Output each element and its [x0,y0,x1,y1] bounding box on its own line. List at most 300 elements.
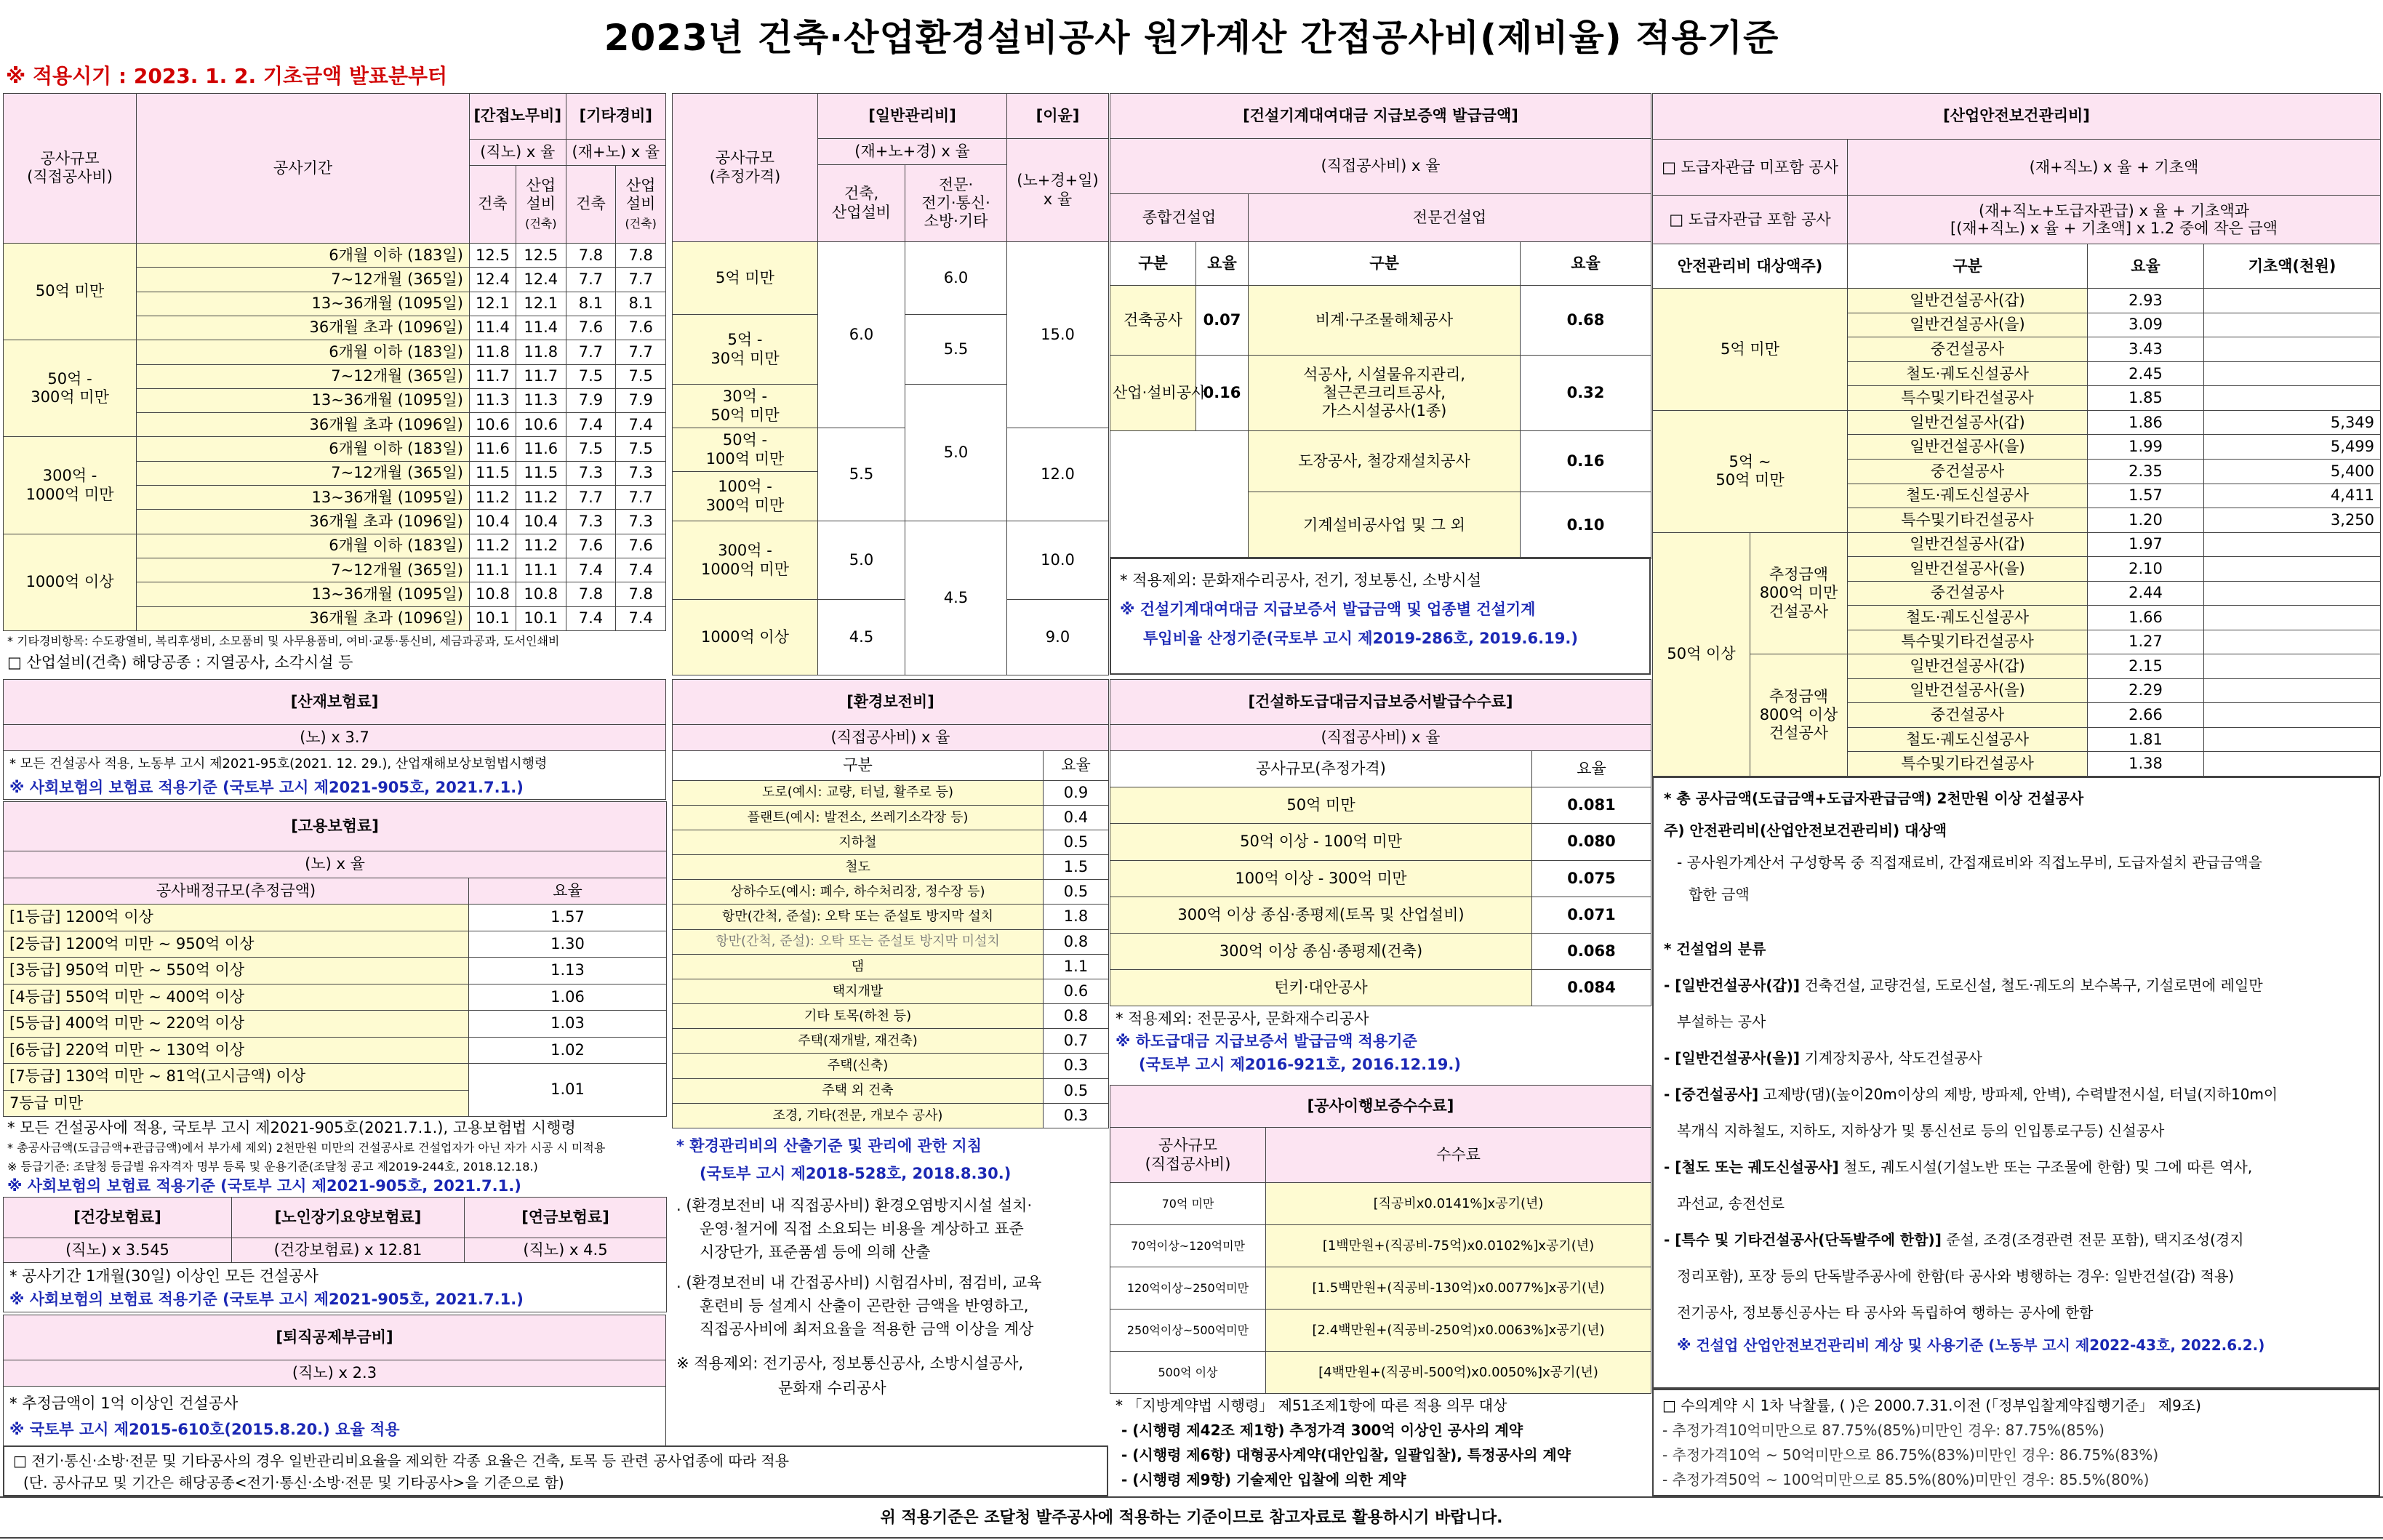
award-box [1652,1389,2380,1496]
guar-scale: 250억이상~500억미만 [1110,1310,1266,1352]
emp-n1: * 모든 건설공사에 적용, 국토부 고시 제2021-905호(2021.7.1.), 고용보험법 시행령 [7,1119,576,1136]
labor-rate: 7.5 [616,364,666,388]
sc-head: [건설하도급대금지급보증서발급수수료] [1110,680,1651,725]
labor-rate: 7.7 [566,340,616,364]
m-h1: 요율 [1196,242,1249,286]
labor-rate: 12.4 [469,268,516,292]
h-plant-sub: (건축) [625,216,657,230]
labor-rate: 7.8 [566,243,616,267]
award-l4: - 추정가격50억 ~ 100억미만으로 85.5%(80%)미만인 경우: 85.5%(80%) [1662,1471,2150,1488]
g-h-scale: 공사규모 (추정가격) [673,94,818,242]
subcon-scale: 300억 이상 종심·종평제(토목 및 산업설비) [1110,897,1532,933]
table-row [4,340,666,364]
env-n7: 훈련비 등 설계시 산출이 곤란한 금액을 반영하고, [700,1297,1029,1315]
s-head: [산업안전보건관리비] [1653,94,2381,140]
labor-period: 36개월 초과 (1096일) [137,413,470,437]
guar-box [1110,1085,1651,1393]
m-s3-rate: 0.10 [1521,492,1651,559]
h-notes [4,1263,667,1312]
env-type: 항만(간척, 준설): 오탁 또는 준설토 방지막 미설치 [673,929,1044,954]
g-h-profit-f: (노+경+일) x 율 [1007,139,1109,242]
gu-n2: - (시행령 제42조 제1항) 추정가격 300억 이상인 공사의 계약 [1121,1421,1523,1439]
safety-type: 특수및기타건설공사 [1848,508,2088,533]
acc-formula: (노) x 3.7 [4,725,666,751]
safety-scale: 5억 미만 [1653,289,1848,411]
h-f3: (직노) x 4.5 [465,1238,667,1263]
s-r1b: (재+직노) x 율 + 기초액 [1848,140,2381,196]
h-f2: (건강보험료) x 12.81 [232,1238,465,1263]
env-type: 주택(재개발, 재건축) [673,1029,1044,1054]
safety-type: 일반건설공사(갑) [1848,410,2088,435]
g-scale-3: 50억 - 100억 미만 [673,428,818,472]
env-notes [672,1128,1108,1445]
safety-rate: 1.20 [2088,508,2204,533]
m-s2-rate: 0.16 [1521,431,1651,492]
table-row [4,437,666,461]
env-type: 상하수도(예시: 폐수, 하수처리장, 정수장 등) [673,880,1044,905]
table-row [4,534,666,558]
env-type: 철도 [673,855,1044,880]
subcon-rate: 0.075 [1532,860,1651,897]
h-plant-1 [516,165,566,243]
safety-type: 특수및기타건설공사 [1848,630,2088,654]
table-row [4,931,667,957]
labor-rate: 7.5 [616,437,666,461]
ret-formula: (직노) x 2.3 [4,1360,666,1387]
table-row [1110,969,1651,1006]
safety-base: 5,400 [2204,460,2381,484]
ret-notes [4,1387,666,1446]
safety-type: 철도·궤도신설공사 [1848,727,2088,752]
env-rate: 1.8 [1044,905,1109,929]
g-c1-2: 5.0 [818,521,905,600]
m-s1-name: 석공사, 시설물유지관리, 철근콘크리트공사, 가스시설공사(1종) [1249,356,1521,431]
env-type: 지하철 [673,830,1044,854]
env-n6: . (환경보전비 내 간접공사비) 시험검사비, 점검비, 교육 [676,1274,1042,1291]
env-rate: 0.5 [1044,1078,1109,1103]
labor-rate: 11.3 [516,388,566,412]
safety-type: 일반건설공사(갑) [1848,532,2088,557]
s-c3 [1664,1076,2368,1112]
employ-grade: [4등급] 550억 미만 ~ 400억 이상 [4,984,469,1010]
safety-subscale: 추정금액 800억 미만 건설공사 [1750,532,1848,654]
env-type: 조경, 기타(전문, 개보수 공사) [673,1103,1044,1128]
safety-rate: 1.57 [2088,484,2204,508]
guar-scale: 70억이상~120억미만 [1110,1225,1266,1267]
page-title: 2023년 건축·산업환경설비공사 원가계산 간접공사비(제비율) 적용기준 [604,17,1779,59]
subcon-rate: 0.071 [1532,897,1651,933]
m-empty [1110,431,1249,559]
safety-rate: 2.93 [2088,289,2204,313]
safety-rate: 1.38 [2088,752,2204,777]
g-scale-0: 5억 미만 [673,242,818,315]
env-h2: 요율 [1044,751,1109,780]
safety-type: 일반건설공사(을) [1848,678,2088,703]
h-other: [기타경비] [566,94,665,140]
g-scale-2: 30억 - 50억 미만 [673,385,818,428]
m-s0-rate: 0.68 [1521,286,1651,356]
guar-fee: [2.4백만원+(직공비-250억)x0.0063%]x공기(년) [1266,1310,1651,1352]
safety-type: 중건설공사 [1848,581,2088,606]
labor-rate: 7.4 [616,558,666,582]
env-rate: 0.8 [1044,1004,1109,1029]
safety-rate: 3.09 [2088,313,2204,337]
award-l1: □ 수의계약 시 1차 낙찰률, ( )은 2000.7.31.이전 (「정부입찰계약집행기준」 제9조) [1662,1397,2201,1414]
m-note3: 투입비율 산정기준(국토부 고시 제2019-286호, 2019.6.19.) [1143,630,1578,647]
table-row [1110,897,1651,933]
m-note2: ※ 건설기계대여대금 지급보증서 발급금액 및 업종별 건설기계 [1120,601,1536,618]
labor-scale: 300억 - 1000억 미만 [4,437,137,534]
labor-rate: 12.5 [516,243,566,267]
m-h0: 구분 [1110,242,1196,286]
labor-rate: 11.2 [469,486,516,510]
env-rate: 0.7 [1044,1029,1109,1054]
emp-n4: ※ 사회보험의 보험료 적용기준 (국토부 고시 제2021-905호, 2021.7.1.) [7,1177,521,1195]
g-scale-4: 100억 - 300억 미만 [673,472,818,521]
emp-n2: * 총공사금액(도급금액+관급금액)에서 부가세 제외) 2천만원 미만의 건설공사로 건설업자가 아닌 자가 시공 시 미적용 [7,1141,606,1155]
subcon-box [1110,679,1651,1006]
s-c1c: 부설하는 공사 [1677,1013,1766,1030]
subcon-rate: 0.084 [1532,969,1651,1006]
labor-rate: 7.6 [616,534,666,558]
labor-rate: 7.4 [616,413,666,437]
m-spec: 전문건설업 [1249,194,1651,242]
labor-rate: 11.2 [469,534,516,558]
safety-base [2204,654,2381,679]
s-c5d: 전기공사, 정보통신공사는 타 공사와 독립하여 행하는 공사에 한함 [1677,1304,2094,1321]
env-rate: 0.6 [1044,979,1109,1003]
env-type: 주택(신축) [673,1054,1044,1078]
table-row [1110,824,1651,860]
subcon-scale: 300억 이상 종심·종평제(건축) [1110,933,1532,969]
safety-rate: 1.99 [2088,435,2204,460]
labor-period: 13~36개월 (1095일) [137,582,470,606]
safety-rate: 2.35 [2088,460,2204,484]
m-note1: * 적용제외: 문화재수리공사, 전기, 정보통신, 소방시설 [1120,572,1481,589]
h-plant-2 [616,165,666,243]
env-n1: * 환경관리비의 산출기준 및 관리에 관한 지침 [676,1137,982,1155]
env-h1: 구분 [673,751,1044,780]
table-row [673,979,1109,1003]
labor-rate: 12.1 [469,292,516,316]
labor-period: 36개월 초과 (1096일) [137,316,470,340]
safety-scale: 5억 ~ 50억 미만 [1653,410,1848,532]
m-h3: 요율 [1521,242,1651,286]
acc-head: [산재보험료] [4,680,666,725]
s-c3a: - [중건설공사] [1664,1086,1759,1103]
env-type: 도로(예시: 교량, 터널, 활주로 등) [673,780,1044,805]
table-row [4,958,667,984]
labor-period: 6개월 이하 (183일) [137,243,470,267]
labor-period: 6개월 이하 (183일) [137,340,470,364]
labor-period: 36개월 초과 (1096일) [137,510,470,534]
h-plant-sub: (건축) [525,216,557,230]
table-row [673,1054,1109,1078]
g-h-gm-f: (재+노+경) x 율 [818,139,1007,165]
emp-h1: 공사배정규모(추정금액) [4,878,469,904]
table-row [673,1029,1109,1054]
safety-type: 일반건설공사(을) [1848,435,2088,460]
labor-rate: 11.2 [516,486,566,510]
safety-type: 특수및기타건설공사 [1848,752,2088,777]
sc-h2: 요율 [1532,751,1651,787]
table-row [4,984,667,1010]
g-c2-1: 5.5 [905,315,1007,385]
gu-n4: - (시행령 제9항) 기술제안 입찰에 의한 계약 [1121,1471,1406,1488]
s-h3: 기초액(천원) [2204,244,2381,289]
labor-rate: 11.4 [516,316,566,340]
env-rate: 0.3 [1044,1054,1109,1078]
labor-rate: 11.1 [516,558,566,582]
labor-rate: 7.6 [566,534,616,558]
labor-rate: 7.3 [566,461,616,485]
emp-r7b: 7등급 미만 [4,1090,469,1116]
guar-scale: 120억이상~250억미만 [1110,1267,1266,1310]
labor-rate: 12.4 [516,268,566,292]
labor-rate: 11.7 [469,364,516,388]
employ-box [3,801,666,1117]
h-h3: [연금보험료] [465,1198,667,1238]
safety-rate: 2.45 [2088,361,2204,386]
labor-rate: 10.8 [516,582,566,606]
health-box [3,1197,666,1312]
env-type: 택지개발 [673,979,1044,1003]
safety-rate: 1.97 [2088,532,2204,557]
table-row [1110,1352,1651,1394]
labor-rate: 12.5 [469,243,516,267]
s-c3c: 복개식 지하철도, 지하도, 지하상가 및 통신선로 등의 인입통로구등) 신설공사 [1677,1122,2165,1139]
table-row [4,905,667,931]
guar-scale: 70억 미만 [1110,1183,1266,1225]
employ-notes [3,1117,666,1194]
employ-grade: [2등급] 1200억 미만 ~ 950억 이상 [4,931,469,957]
env-rate: 0.4 [1044,805,1109,830]
safety-rate: 1.85 [2088,386,2204,411]
s-c2b: 기계장치공사, 삭도건설공사 [1800,1049,1982,1067]
labor-rate: 12.1 [516,292,566,316]
env-rate: 1.5 [1044,855,1109,880]
g-h-profit: [이윤] [1007,94,1109,139]
subcon-rate: 0.080 [1532,824,1651,860]
machine-table [1110,93,1651,558]
employ-rate: 1.03 [469,1011,667,1037]
acc-notes [4,751,666,800]
h-arch-2: 건축 [566,165,616,243]
labor-rate: 7.3 [616,510,666,534]
employ-rate: 1.06 [469,984,667,1010]
env-n9: ※ 적용제외: 전기공사, 정보통신공사, 소방시설공사, [676,1355,1024,1372]
s-r1a: □ 도급자관급 미포함 공사 [1653,140,1848,196]
guar-notes [1110,1393,1651,1496]
labor-rate: 10.6 [516,413,566,437]
env-n5: 시장단가, 표준품셈 등에 의해 산출 [700,1243,931,1261]
s-n2: 주) 안전관리비(산업안전보건관리비) 대상액 [1664,822,1947,839]
safety-type: 특수및기타건설공사 [1848,386,2088,411]
sc-n1: * 적용제외: 전문공사, 문화재수리공사 [1116,1010,1369,1027]
s-c5c: 정리포함), 포장 등의 단독발주공사에 한함(타 공사와 병행하는 경우: 일반건설(갑) 적용) [1677,1267,2235,1285]
sc-h1: 공사규모(추정가격) [1110,751,1532,787]
g-profit-3: 9.0 [1007,600,1109,675]
s-cls: * 건설업의 분류 [1664,940,1766,958]
safety-base [2204,752,2381,777]
safety-type: 일반건설공사(을) [1848,313,2088,337]
award-l3: - 추정가격10억 ~ 50억미만으로 86.75%(83%)미만인 경우: 86.75%(83%) [1662,1446,2159,1464]
accident-box [3,679,666,798]
s-r2a: □ 도급자관급 포함 공사 [1653,196,1848,244]
guar-fee: [1백만원+(직공비-75억)x0.0102%]x공기(년) [1266,1225,1651,1267]
g-scale-6: 1000억 이상 [673,600,818,675]
acc-n1: * 모든 건설공사 적용, 노동부 고시 제2021-95호(2021. 12. 29.), 산업재해보상보험법시행령 [9,756,548,771]
safety-base [2204,630,2381,654]
env-n4: 운영·철거에 직접 소요되는 비용을 계상하고 표준 [700,1220,1024,1238]
labor-period: 13~36개월 (1095일) [137,388,470,412]
retire-box [3,1315,666,1445]
gu-head: [공사이행보증수수료] [1110,1086,1651,1128]
safety-base: 5,499 [2204,435,2381,460]
table-row [1110,1225,1651,1267]
g-h-c1: 건축, 산업설비 [818,165,905,242]
safety-base [2204,557,2381,582]
table-row [673,880,1109,905]
safety-type: 일반건설공사(을) [1848,557,2088,582]
subcon-notes [1110,1006,1651,1085]
labor-period: 13~36개월 (1095일) [137,292,470,316]
s-c4 [1664,1149,2368,1185]
table-row [1110,860,1651,897]
labor-rate: 7.7 [566,268,616,292]
h-indirect-f: (직노) x 율 [469,139,566,165]
safety-rate: 1.81 [2088,727,2204,752]
employ-rate: 1.30 [469,931,667,957]
labor-rate: 11.6 [516,437,566,461]
table-row [4,1037,667,1064]
env-type: 항만(간척, 준설): 오탁 또는 준설토 방지막 설치 [673,905,1044,929]
safety-type: 중건설공사 [1848,460,2088,484]
labor-rate: 10.8 [469,582,516,606]
g-profit-2: 10.0 [1007,521,1109,600]
emp-r7a: [7등급] 130억 미만 ~ 81억(고시금액) 이상 [4,1064,469,1090]
labor-period: 7~12개월 (365일) [137,268,470,292]
ret-n2: ※ 국토부 고시 제2015-610호(2015.8.20.) 요율 적용 [9,1420,400,1438]
env-n3: . (환경보전비 내 직접공사비) 환경오염방지시설 설치· [676,1197,1033,1214]
labor-rate: 7.8 [616,243,666,267]
s-n1: * 총 공사금액(도급금액+도급자관급금액) 2천만원 이상 건설공사 [1664,790,2084,807]
m-h2: 구분 [1249,242,1521,286]
labor-rate: 10.6 [469,413,516,437]
employ-grade: [6등급] 220억 미만 ~ 130억 이상 [4,1037,469,1064]
safety-notes [1652,777,2380,1389]
labor-rate: 7.8 [616,582,666,606]
s-c4c: 과선교, 송전선로 [1677,1195,1785,1212]
m-s3-name: 기계설비공사업 및 그 외 [1249,492,1521,559]
safety-rate: 2.66 [2088,703,2204,728]
safety-base [2204,678,2381,703]
h-n1: * 공사기간 1개월(30일) 이상인 모든 건설공사 [9,1267,319,1285]
table-row [673,905,1109,929]
g-profit-1: 12.0 [1007,428,1109,521]
s-c1b: 건축건설, 교량건설, 도로신설, 철도·궤도의 보수복구, 기설로면에 레일만 [1800,976,2263,994]
safety-base [2204,361,2381,386]
s-c3b: 고제방(댐)(높이20m이상의 제방, 방파제, 안벽), 수력발전시설, 터널(지하10m이 [1758,1086,2278,1103]
labor-rate: 10.4 [516,510,566,534]
bot-l2: (단. 공사규모 및 기간은 해당공종<전기·통신·소방·전문 및 기타공사>을 기준으로 함) [23,1474,564,1491]
labor-rate: 11.5 [469,461,516,485]
emp-formula: (노) x 율 [4,851,667,878]
table-row [673,855,1109,880]
labor-notes [3,631,666,675]
labor-period: 6개월 이하 (183일) [137,534,470,558]
labor-rate: 7.4 [566,558,616,582]
labor-rate: 7.3 [566,510,616,534]
s-h1: 구분 [1848,244,2088,289]
safety-base [2204,703,2381,728]
labor-rate: 8.1 [616,292,666,316]
labor-rate: 7.7 [616,268,666,292]
safety-rate: 1.86 [2088,410,2204,435]
env-n2: (국토부 고시 제2018-528호, 2018.8.30.) [700,1165,1012,1182]
h-h2: [노인장기요양보험료] [232,1198,465,1238]
guar-fee: [직공비x0.0141%]x공기(년) [1266,1183,1651,1225]
labor-note2: □ 산업설비(건축) 해당공종 : 지열공사, 소각시설 등 [7,654,353,671]
general-table [672,93,1108,675]
h-plant-label: 산업 설비 [526,177,556,213]
acc-n2: ※ 사회보험의 보험료 적용기준 (국토부 고시 제2021-905호, 2021.7.1.) [9,779,524,796]
emp-h2: 요율 [469,878,667,904]
g-c2-2: 5.0 [905,385,1007,521]
gu-h1: 공사규모 (직접공사비) [1110,1128,1266,1183]
labor-rate: 7.9 [616,388,666,412]
employ-grade: [1등급] 1200억 이상 [4,905,469,931]
h-other-f: (재+노) x 율 [566,139,665,165]
h-arch-1: 건축 [469,165,516,243]
env-rate: 0.5 [1044,830,1109,854]
labor-scale: 1000억 이상 [4,534,137,630]
labor-rate: 7.4 [566,413,616,437]
table-row [673,1078,1109,1103]
labor-period: 6개월 이하 (183일) [137,437,470,461]
subcon-scale: 50억 이상 - 100억 미만 [1110,824,1532,860]
h-h1: [건강보험료] [4,1198,232,1238]
labor-rate: 7.7 [616,340,666,364]
env-formula: (직접공사비) x 율 [673,725,1109,751]
env-type: 주택 외 건축 [673,1078,1044,1103]
page-footer: 위 적용기준은 조달청 발주공사에 적용하는 기준이므로 참고자료로 활용하시기 바랍니다. [0,1496,2383,1539]
g-h-gm: [일반관리비] [818,94,1007,139]
g-c2-3: 4.5 [905,521,1007,675]
safety-rate: 2.29 [2088,678,2204,703]
env-rate: 0.9 [1044,780,1109,805]
employ-rate: 1.13 [469,958,667,984]
labor-period: 36개월 초과 (1096일) [137,606,470,630]
labor-rate: 7.8 [566,582,616,606]
m-s0-name: 비계·구조물해체공사 [1249,286,1521,356]
s-c4b: 철도, 궤도시설(기설노반 또는 구조물에 한함) 및 그에 따른 역사, [1838,1158,2253,1176]
labor-rate: 11.7 [516,364,566,388]
s-n3: - 공사원가계산서 구성항목 중 직접재료비, 간접재료비와 직접노무비, 도급자설치 관급금액을 [1677,854,2262,871]
table-row [1110,1310,1651,1352]
h-period: 공사기간 [137,94,470,244]
env-rate: 0.3 [1044,1103,1109,1128]
env-rate: 0.8 [1044,929,1109,954]
labor-rate: 7.4 [566,606,616,630]
safety-type: 중건설공사 [1848,703,2088,728]
table-row [673,954,1109,979]
env-n10: 문화재 수리공사 [778,1379,886,1397]
table-row [673,780,1109,805]
labor-rate: 7.5 [566,364,616,388]
labor-table [3,93,666,631]
labor-rate: 7.4 [616,606,666,630]
